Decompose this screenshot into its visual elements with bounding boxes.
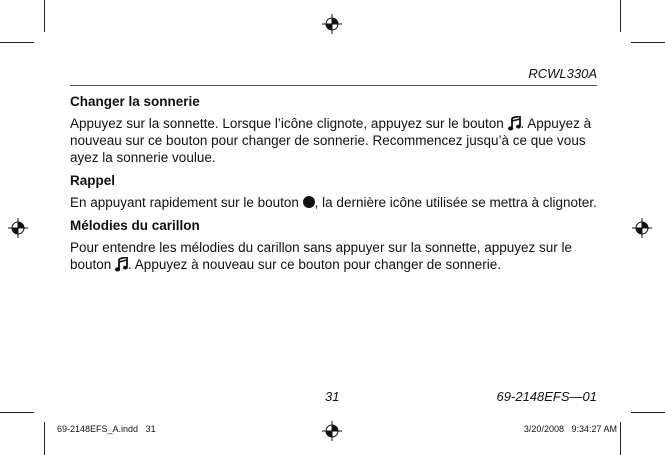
registration-mark-icon [322,421,342,441]
section-paragraph [70,115,600,166]
model-number: RCWL330A [528,66,597,81]
slug-date-info: 3/20/2008 9:34:27 AM [523,424,617,434]
paragraph-text: . Appuyez à nouveau sur ce bouton pour changer de sonnerie. [128,257,502,272]
crop-mark [620,0,621,32]
crop-mark [44,0,45,32]
section-paragraph [70,194,600,211]
crop-mark [631,42,665,43]
section-paragraph [70,239,600,273]
paragraph-text: Appuyez sur la sonnette. Lorsque l’icône clignote, appuyez sur le bouton [70,116,508,131]
paragraph-text: Pour entendre les mélodies du carillon sans appuyer sur la sonnette, appuyez sur le bouton [70,240,573,272]
page-number: 31 [325,389,340,404]
crop-mark [0,412,34,413]
registration-mark-icon [322,14,342,34]
section-heading: Mélodies du carillon [70,218,200,233]
filled-circle-icon [303,196,315,208]
music-note-icon [115,257,128,272]
slug-file-info: 69-2148EFS_A.indd 31 [57,424,156,434]
registration-mark-icon [632,218,652,238]
page-content [70,93,600,279]
paragraph-text: En appuyant rapidement sur le bouton [70,195,303,210]
crop-mark [0,42,34,43]
section-heading: Changer la sonnerie [70,94,200,109]
crop-mark [620,422,621,455]
document-number: 69-2148EFS—01 [496,389,597,404]
paragraph-text: , la dernière icône utilisée se mettra à clignoter. [314,195,597,210]
section-heading: Rappel [70,173,116,188]
crop-mark [631,412,665,413]
crop-mark [44,422,45,455]
registration-mark-icon [8,218,28,238]
paragraph-text: . Appuyez à nouveau sur ce bouton pour changer de sonnerie. Recommencez jusqu’à ce que vous ayez la sonnerie voulue. [70,116,592,165]
music-note-icon [508,116,521,131]
header-rule [70,85,597,86]
